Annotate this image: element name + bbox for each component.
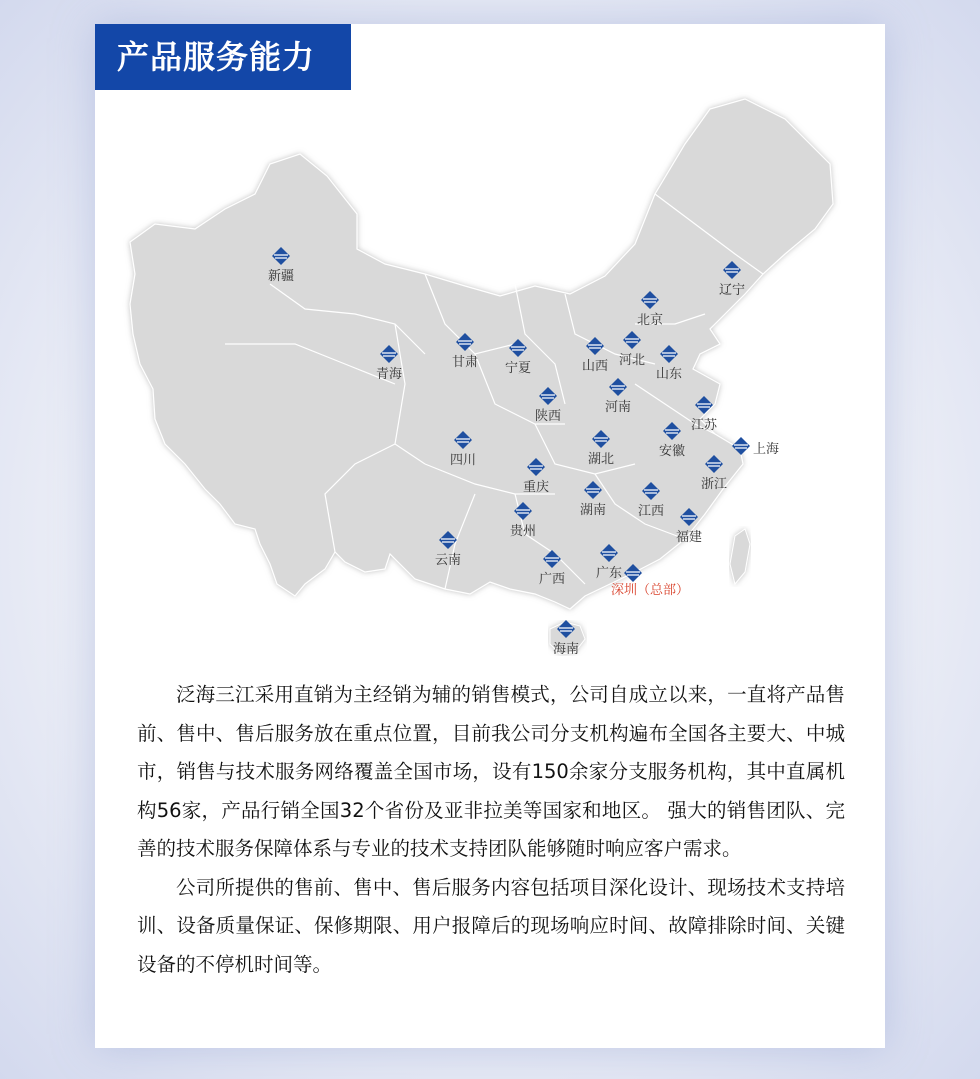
location-diamond-icon — [527, 458, 545, 476]
location-diamond-icon — [584, 481, 602, 499]
marker-label: 江西 — [637, 504, 664, 519]
marker-label: 河北 — [618, 353, 645, 368]
marker-label: 北京 — [636, 313, 663, 328]
location-diamond-icon — [705, 455, 723, 473]
description-text — [137, 676, 845, 984]
marker-label: 贵州 — [509, 524, 536, 539]
location-diamond-icon — [539, 387, 557, 405]
location-diamond-icon — [454, 431, 472, 449]
location-diamond-icon — [380, 345, 398, 363]
marker-label-headquarters: 深圳（总部） — [611, 583, 690, 598]
marker-label: 海南 — [552, 642, 579, 657]
location-diamond-icon — [543, 550, 561, 568]
marker-label: 广西 — [538, 572, 565, 587]
marker-label: 浙江 — [700, 477, 727, 492]
marker-label: 山西 — [581, 359, 608, 374]
marker-label: 重庆 — [522, 480, 549, 495]
china-service-map — [95, 24, 885, 704]
marker-label: 山东 — [655, 367, 682, 382]
location-diamond-icon — [609, 378, 627, 396]
location-diamond-icon — [439, 531, 457, 549]
marker-label: 湖南 — [579, 503, 606, 518]
location-diamond-icon — [509, 339, 527, 357]
location-diamond-icon — [641, 291, 659, 309]
location-diamond-icon — [660, 345, 678, 363]
location-diamond-icon — [600, 544, 618, 562]
section-title: 产品服务能力 — [95, 24, 351, 90]
marker-label: 福建 — [675, 530, 702, 545]
location-diamond-icon — [723, 261, 741, 279]
marker-label: 湖北 — [587, 452, 614, 467]
location-diamond-icon — [514, 502, 532, 520]
location-diamond-icon — [557, 620, 575, 638]
marker-label: 四川 — [449, 453, 476, 468]
paragraph-service-content: 公司所提供的售前、售中、售后服务内容包括项目深化设计、现场技术支持培训、设备质量保证、保修期限、用户报障后的现场响应时间、故障排除时间、关键设备的不停机时间等。 — [137, 875, 845, 976]
marker-label: 上海 — [753, 442, 780, 457]
location-diamond-icon — [456, 333, 474, 351]
marker-label: 安徽 — [658, 444, 685, 459]
location-diamond-icon — [663, 422, 681, 440]
marker-label: 宁夏 — [504, 361, 531, 376]
marker-label: 青海 — [375, 367, 402, 382]
location-diamond-icon — [680, 508, 698, 526]
marker-label: 广东 — [595, 566, 622, 581]
marker-label: 云南 — [434, 553, 461, 568]
marker-label: 甘肃 — [451, 355, 478, 370]
location-diamond-icon — [592, 430, 610, 448]
location-diamond-icon — [642, 482, 660, 500]
marker-label: 新疆 — [267, 269, 294, 284]
marker-label: 陕西 — [534, 409, 561, 424]
marker-label: 江苏 — [690, 418, 717, 433]
location-diamond-icon — [272, 247, 290, 265]
paragraph-sales-model: 泛海三江采用直销为主经销为辅的销售模式，公司自成立以来，一直将产品售前、售中、售后服务放在重点位置，目前我公司分支机构遍布全国各主要大、中城市，销售与技术服务网络覆盖全国市场，设有150余家分支服务机构，其中直属机构56家，产品行销全国32个省份及亚非拉美等国家和地区。 强大的销售团队、完善的技术服务保障体系与专业的技术支持团队能够随时响应客户需求。 — [137, 683, 845, 860]
content-card — [95, 24, 885, 1048]
marker-label: 河南 — [604, 400, 631, 415]
location-diamond-icon — [695, 396, 713, 414]
marker-label: 辽宁 — [718, 283, 745, 298]
location-diamond-icon — [623, 331, 641, 349]
location-diamond-icon — [732, 437, 750, 455]
